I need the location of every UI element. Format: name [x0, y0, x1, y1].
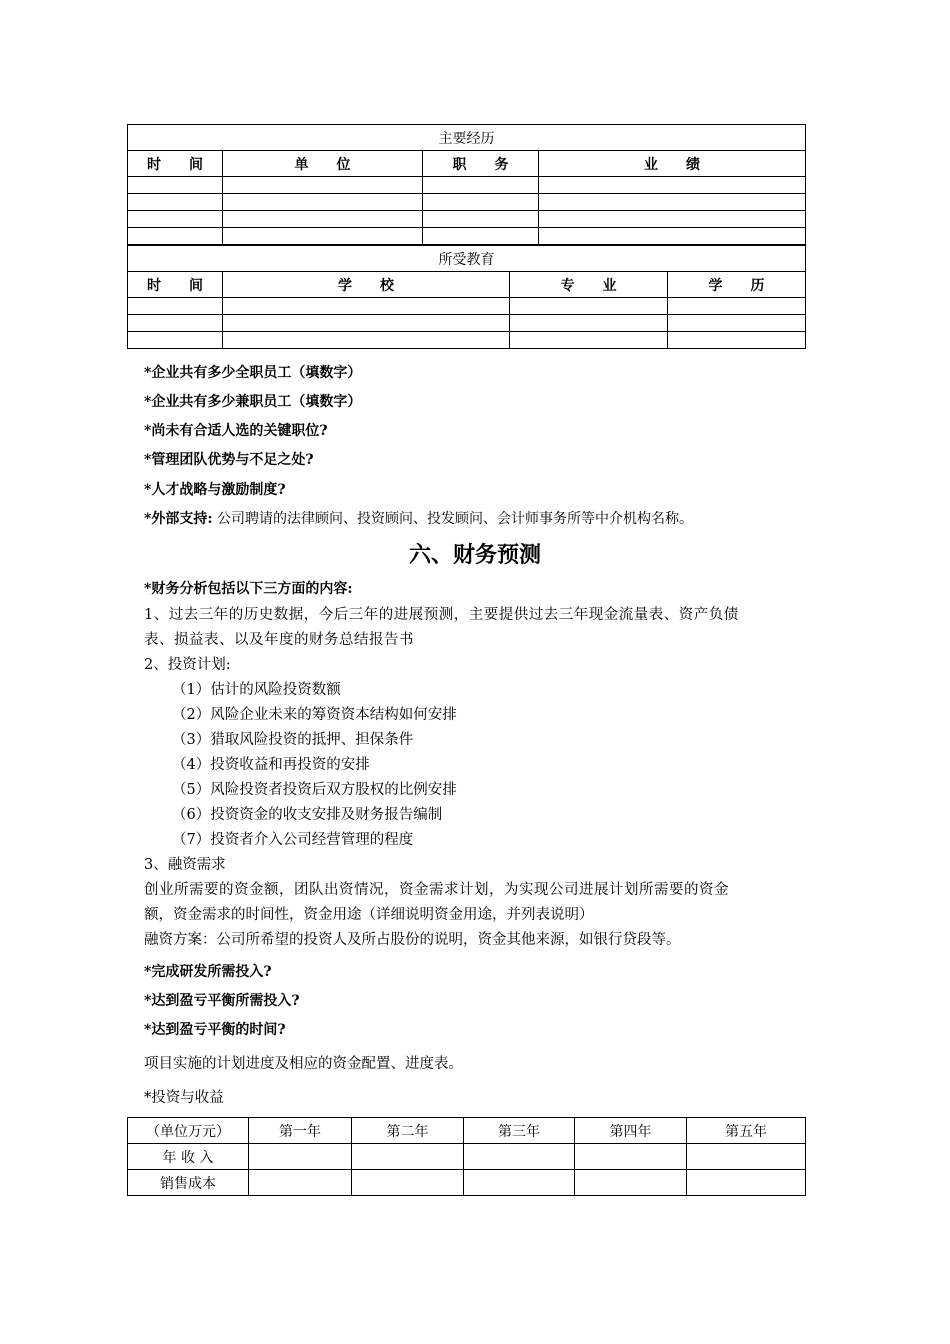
education-table	[127, 245, 806, 349]
table-row	[128, 1144, 806, 1170]
header-major: 专 业	[510, 272, 668, 298]
finance-p1-line2: 表、损益表、以及年度的财务总结报告书	[144, 632, 414, 648]
external-support-label: *外部支持:	[144, 511, 213, 527]
year-header: 第三年	[464, 1118, 575, 1144]
table-row	[128, 1170, 806, 1196]
question-talent-strategy: *人才战略与激励制度?	[144, 482, 286, 498]
header-time: 时 间	[128, 272, 223, 298]
list-item: （6）投资资金的收支安排及财务报告编制	[172, 807, 443, 823]
list-item: （1）估计的风险投资数额	[172, 682, 341, 698]
question-breakeven-investment: *达到盈亏平衡所需投入?	[144, 993, 300, 1009]
header-degree: 学 历	[668, 272, 806, 298]
row-label-cost: 销售成本	[128, 1170, 249, 1196]
list-item: （3）猎取风险投资的抵押、担保条件	[172, 732, 414, 748]
question-fulltime: *企业共有多少全职员工（填数字）	[144, 365, 362, 381]
section-title: 六、财务预测	[408, 542, 541, 568]
question-key-positions: *尚未有合适人选的关键职位?	[144, 423, 328, 439]
list-item: （5）风险投资者投资后双方股权的比例安排	[172, 782, 457, 798]
question-parttime: *企业共有多少兼职员工（填数字）	[144, 394, 362, 410]
experience-title: 主要经历	[128, 125, 806, 151]
finance-p3-line2: 额，资金需求的时间性，资金用途（详细说明资金用途，并列表说明）	[144, 907, 594, 923]
finance-p2: 2、投资计划:	[144, 657, 231, 673]
unit-label: （单位万元）	[128, 1118, 249, 1144]
finance-p3: 3、融资需求	[144, 857, 226, 873]
investment-table	[127, 1117, 806, 1196]
finance-p3-line1: 创业所需要的资金额，团队出资情况，资金需求计划，为实现公司进展计划所需要的资金	[144, 882, 729, 898]
external-support-text: 公司聘请的法律顾问、投资顾问、投发顾问、会计师事务所等中介机构名称。	[212, 511, 693, 527]
header-position: 职 务	[423, 151, 539, 177]
table-row	[128, 228, 806, 245]
table-row	[128, 315, 806, 332]
table-row	[128, 194, 806, 211]
question-rd-investment: *完成研发所需投入?	[144, 964, 272, 980]
finance-intro: *财务分析包括以下三方面的内容:	[144, 581, 353, 597]
header-time: 时 间	[128, 151, 223, 177]
finance-p1-line1: 1、过去三年的历史数据，今后三年的进展预测，主要提供过去三年现金流量表、资产负债	[144, 607, 739, 623]
question-breakeven-time: *达到盈亏平衡的时间?	[144, 1022, 286, 1038]
table-row	[128, 298, 806, 315]
question-external-support	[144, 508, 693, 528]
year-header: 第四年	[575, 1118, 687, 1144]
question-team-strengths: *管理团队优势与不足之处?	[144, 452, 314, 468]
finance-p3-line3: 融资方案：公司所希望的投资人及所占股份的说明，资金其他来源，如银行贷段等。	[144, 932, 681, 948]
schedule-text: 项目实施的计划进度及相应的资金配置、进度表。	[144, 1056, 463, 1072]
list-item: （2）风险企业未来的筹资资本结构如何安排	[172, 707, 457, 723]
header-achievement: 业 绩	[539, 151, 806, 177]
year-header: 第二年	[352, 1118, 464, 1144]
table-row	[128, 332, 806, 349]
invest-label: *投资与收益	[144, 1090, 224, 1106]
education-title: 所受教育	[128, 246, 806, 272]
table-row	[128, 211, 806, 228]
experience-table	[127, 124, 806, 245]
row-label-revenue: 年 收 入	[128, 1144, 249, 1170]
table-row	[128, 177, 806, 194]
year-header: 第五年	[687, 1118, 806, 1144]
header-school: 学 校	[223, 272, 510, 298]
year-header: 第一年	[249, 1118, 352, 1144]
header-unit: 单 位	[223, 151, 423, 177]
list-item: （4）投资收益和再投资的安排	[172, 757, 370, 773]
list-item: （7）投资者介入公司经营管理的程度	[172, 832, 414, 848]
